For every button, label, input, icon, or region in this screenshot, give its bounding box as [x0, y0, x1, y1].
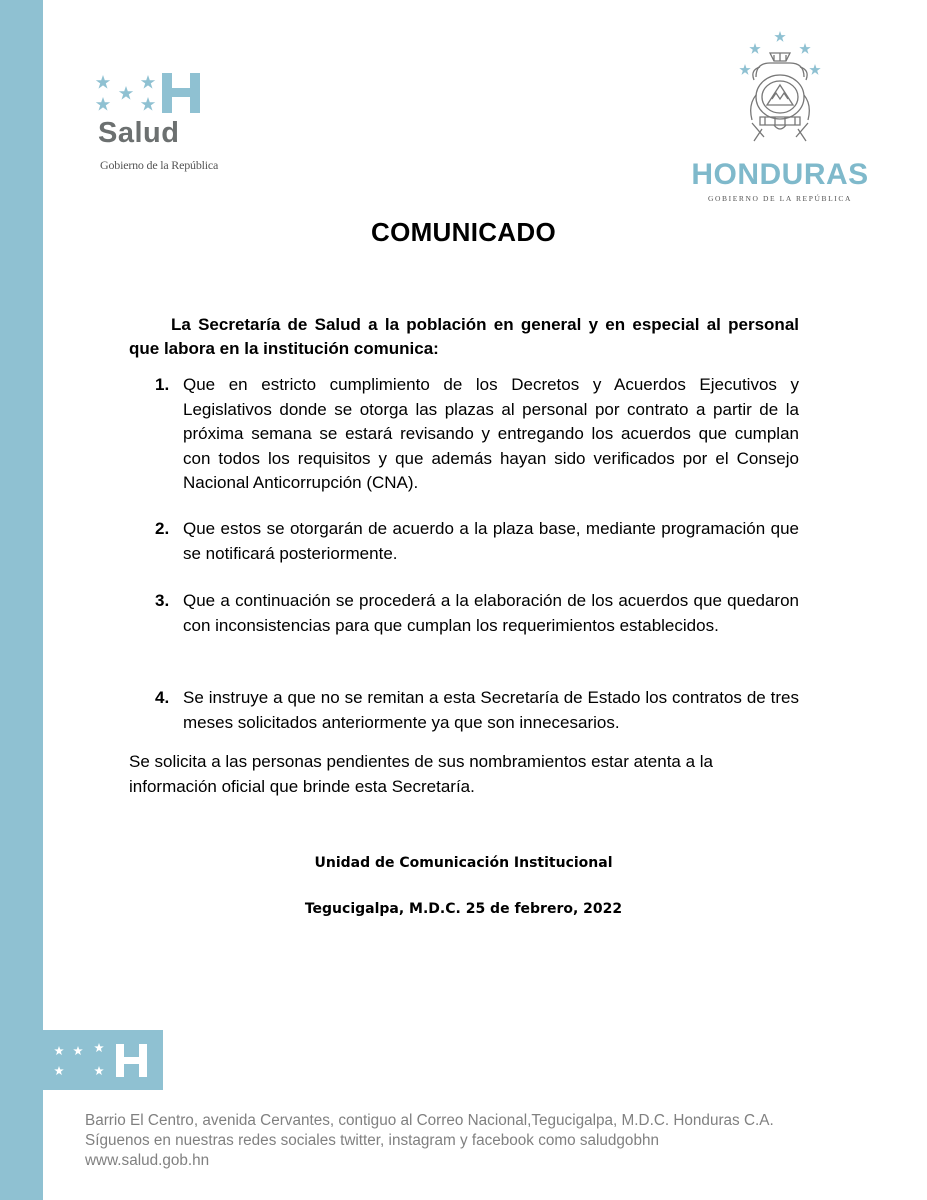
intro-paragraph: La Secretaría de Salud a la población en general y en especial al personal que labora en la institución comunica:	[129, 315, 799, 358]
left-accent-bar	[0, 0, 43, 1200]
honduras-subtitle: GOBIERNO DE LA REPÚBLICA	[707, 194, 853, 203]
list-item	[129, 686, 799, 735]
closing-paragraph: Se solicita a las personas pendientes de sus nombramientos estar atenta a la información oficial que brinde esta Secretaría.	[129, 752, 714, 796]
honduras-wordmark: HONDURAS	[691, 158, 869, 191]
list-item	[129, 373, 799, 496]
list-item-text: Que a continuación se procederá a la elaboración de los acuerdos que quedaron con inconsistencias para que cumplan los requerimientos establecidos.	[183, 591, 799, 635]
emblem-icon	[751, 53, 810, 141]
list-item-number: 1.	[155, 375, 170, 394]
footer-salud-badge	[43, 1030, 163, 1090]
signature-unit: Unidad de Comunicación Institucional	[314, 855, 613, 871]
list-item-number: 2.	[155, 519, 170, 538]
list-item	[129, 517, 799, 566]
list-item-text: Que estos se otorgarán de acuerdo a la plaza base, mediante programación que se notificará posteriormente.	[183, 519, 799, 563]
footer-address: Barrio El Centro, avenida Cervantes, contiguo al Correo Nacional,Tegucigalpa, M.D.C. Honduras C.A.	[85, 1112, 774, 1129]
list-item-number: 3.	[155, 591, 170, 610]
salud-wordmark: Salud	[98, 117, 180, 149]
star-icon	[54, 1043, 104, 1075]
list-item-text: Se instruye a que no se remitan a esta Secretaría de Estado los contratos de tres meses solicitados anteriormente ya que son innecesarios.	[183, 688, 799, 732]
page-title: COMUNICADO	[371, 217, 556, 247]
star-icon	[96, 75, 155, 111]
footer-social: Síguenos en nuestras redes sociales twitter, instagram y facebook como saludgobhn	[85, 1132, 659, 1149]
list-item-number: 4.	[155, 688, 170, 707]
salud-subtitle: Gobierno de la República	[100, 158, 219, 172]
list-item-text: Que en estricto cumplimiento de los Decretos y Acuerdos Ejecutivos y Legislativos donde se otorga las plazas al personal por contrato a partir de la próxima semana se estará revisando y entregando los acuerdos que cumplan con todos los requisitos y que además hayan sido verificados por el Consejo Nacional Anticorrupción (CNA).	[183, 375, 799, 492]
h-mark-icon	[116, 1044, 147, 1077]
signature-place-date: Tegucigalpa, M.D.C. 25 de febrero, 2022	[304, 901, 623, 917]
list-item	[129, 589, 799, 638]
h-mark-icon	[162, 73, 200, 113]
footer-website-link[interactable]: www.salud.gob.hn	[85, 1152, 210, 1169]
